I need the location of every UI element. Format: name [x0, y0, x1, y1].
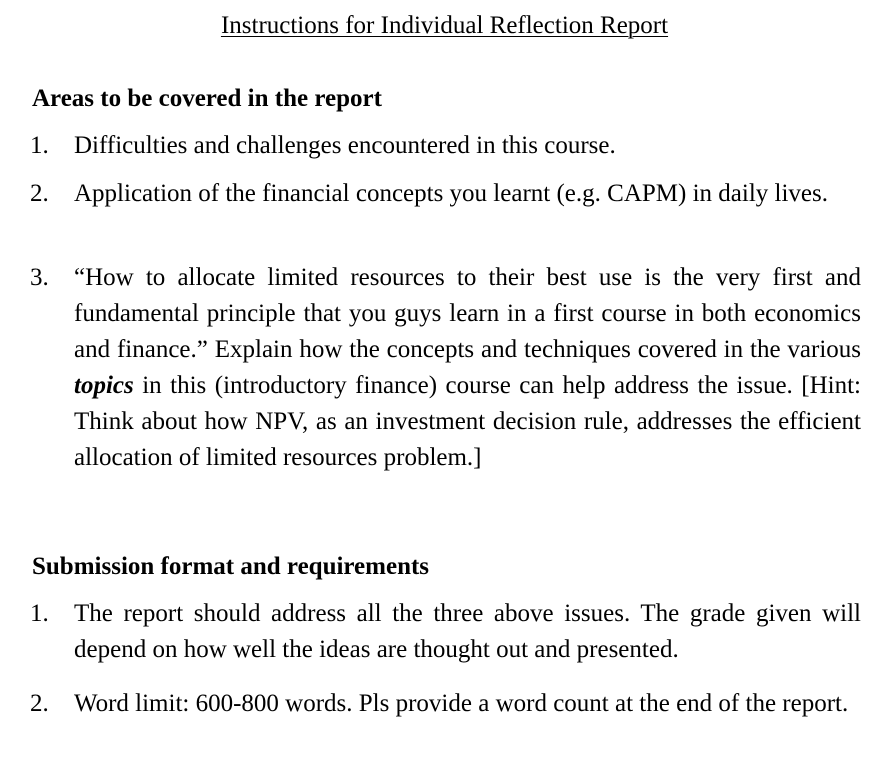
list-item-text: Word limit: 600-800 words. Pls provide a word count at the end of the report. [74, 690, 849, 717]
list-item-text-before: “How to allocate limited resources to their best use is the very first and fundamental principle that you guys learn in a first course in both economics and finance.” Explain how the concepts and techniques covered in the various [74, 264, 861, 363]
list-item-text: The report should address all the three above issues. The grade given will depend on how well the ideas are thought out and presented. [74, 600, 861, 663]
document-title-text: Instructions for Individual Reflection Report [220, 12, 669, 39]
list-number: 1. [30, 132, 49, 159]
submission-list-item-2 [30, 686, 861, 722]
submission-list-item-1 [30, 596, 861, 668]
areas-list-item-2 [30, 176, 861, 212]
list-number: 3. [30, 264, 49, 291]
submission-heading: Submission format and requirements [32, 553, 430, 580]
areas-list-item-1 [30, 128, 861, 164]
emphasized-word: topics [74, 372, 134, 399]
areas-heading: Areas to be covered in the report [32, 85, 382, 112]
list-number: 2. [30, 690, 49, 717]
list-item-text: Application of the financial concepts you learnt (e.g. CAPM) in daily lives. [74, 180, 828, 207]
list-item-text-after: in this (introductory finance) course can help address the issue. [Hint: Think about how NPV, as an investment decision rule, addresses the efficient allocation of limited resources problem.] [74, 372, 861, 471]
list-item-text: Difficulties and challenges encountered in this course. [74, 132, 616, 159]
list-number: 2. [30, 180, 49, 207]
list-number: 1. [30, 600, 49, 627]
areas-list-item-3 [30, 260, 861, 476]
list-item-text [74, 260, 861, 476]
document-title [0, 10, 889, 42]
